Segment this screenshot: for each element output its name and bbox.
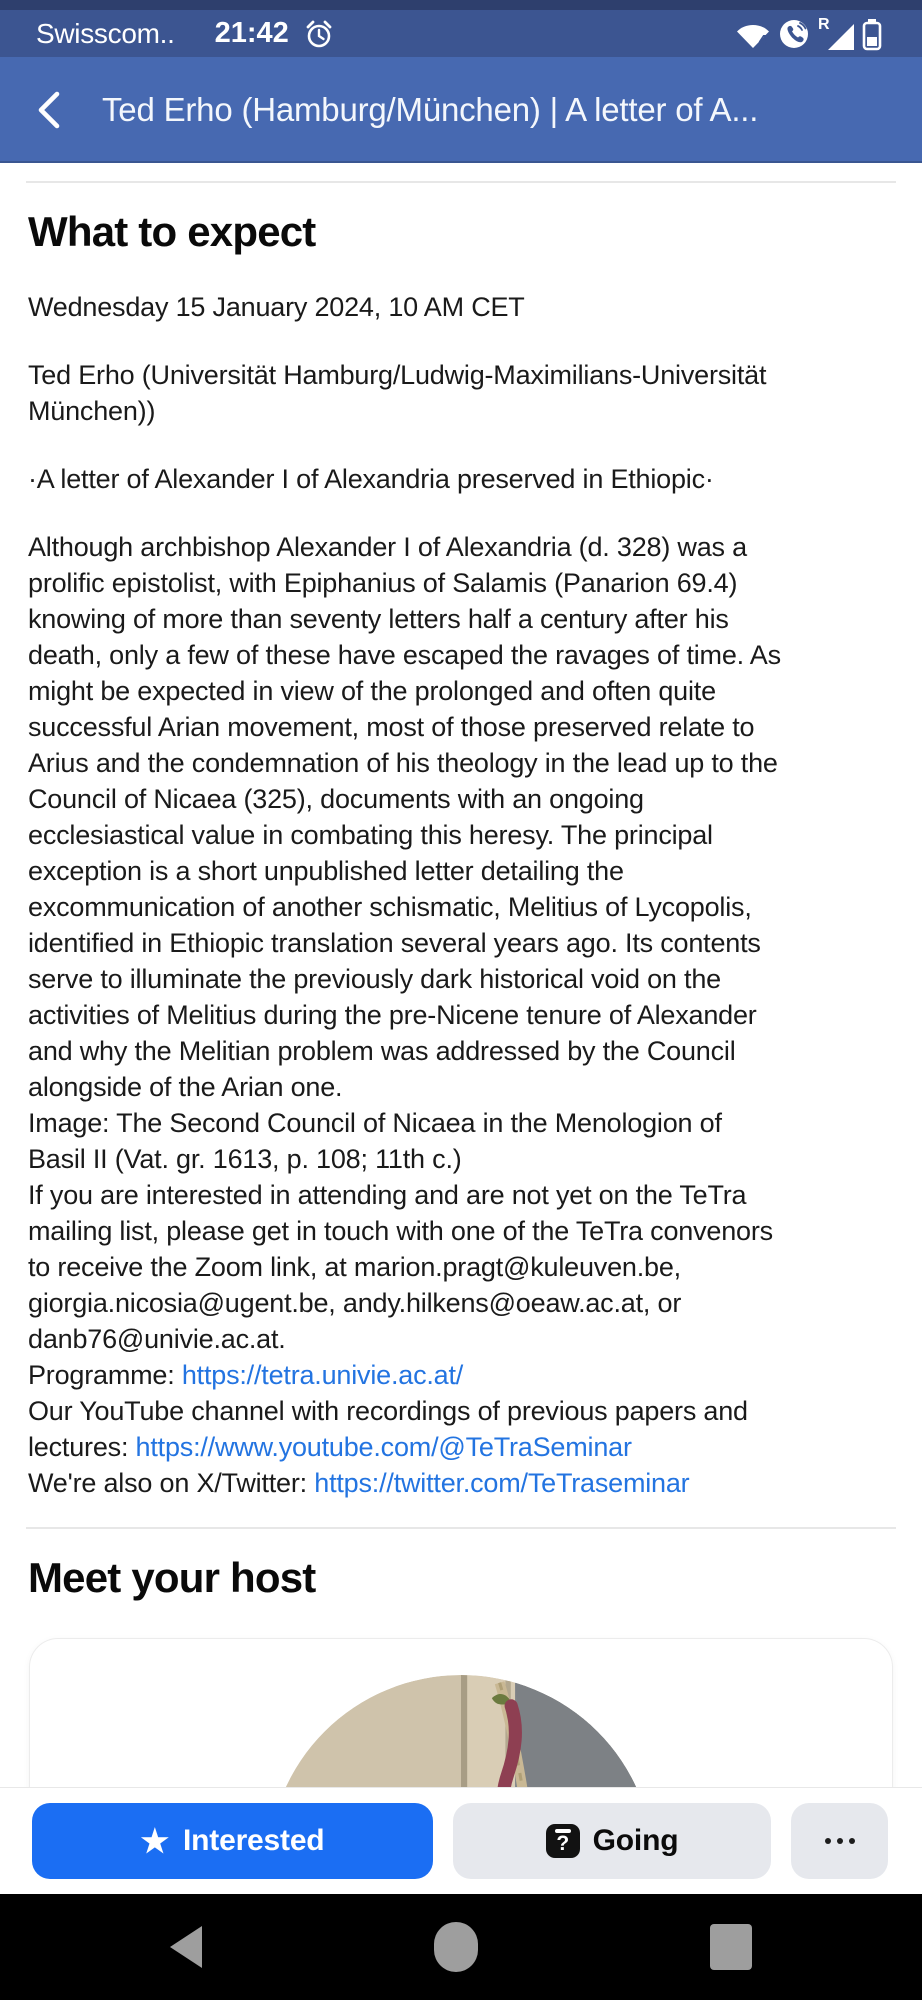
alarm-clock-icon bbox=[303, 18, 335, 50]
text-line bbox=[28, 889, 894, 925]
text-line bbox=[28, 1429, 894, 1465]
inline-link[interactable]: https://tetra.univie.ac.at/ bbox=[181, 1360, 464, 1390]
text-line bbox=[28, 565, 894, 601]
text-segment: Programme: bbox=[28, 1360, 182, 1390]
text-segment: Our YouTube channel with recordings of previous papers and bbox=[28, 1396, 748, 1426]
text-line bbox=[28, 529, 894, 565]
text-line bbox=[28, 1177, 894, 1213]
text-line bbox=[28, 961, 894, 997]
chevron-left-icon bbox=[31, 88, 67, 132]
paragraph bbox=[28, 461, 894, 497]
text-line bbox=[28, 1393, 894, 1429]
text-segment: successful Arian movement, most of those preserved relate to bbox=[28, 712, 755, 742]
text-line bbox=[28, 1249, 894, 1285]
divider bbox=[26, 181, 896, 183]
wifi-calling-icon bbox=[736, 19, 770, 49]
text-line bbox=[28, 1357, 894, 1393]
text-segment: mailing list, please get in touch with one of the TeTra convenors bbox=[28, 1216, 773, 1246]
text-line bbox=[28, 853, 894, 889]
interested-label: Interested bbox=[183, 1824, 325, 1857]
question-box-icon: ? bbox=[546, 1824, 580, 1858]
inline-link[interactable]: https://twitter.com/TeTraseminar bbox=[314, 1468, 690, 1498]
going-button[interactable] bbox=[453, 1803, 771, 1879]
text-line bbox=[28, 1465, 894, 1501]
text-segment: lectures: bbox=[28, 1432, 136, 1462]
roaming-label: R bbox=[818, 15, 830, 33]
text-segment: identified in Ethiopic translation several years ago. Its contents bbox=[28, 928, 761, 958]
paragraph bbox=[28, 357, 894, 429]
text-line bbox=[28, 601, 894, 637]
page-title: Ted Erho (Hamburg/München) | A letter of A... bbox=[102, 91, 759, 128]
text-segment: activities of Melitius during the pre-Nicene tenure of Alexander bbox=[28, 1000, 757, 1030]
text-segment: and why the Melitian problem was addressed by the Council bbox=[28, 1036, 736, 1066]
text-segment: serve to illuminate the previously dark historical void on the bbox=[28, 964, 721, 994]
paragraph bbox=[28, 529, 894, 1501]
event-action-bar bbox=[0, 1787, 922, 1894]
text-line bbox=[28, 461, 894, 497]
text-line bbox=[28, 393, 894, 429]
text-segment: If you are interested in attending and are not yet on the TeTra bbox=[28, 1180, 747, 1210]
text-line bbox=[28, 709, 894, 745]
nav-recents-icon[interactable] bbox=[710, 1924, 752, 1970]
text-segment: Arius and the condemnation of his theology in the lead up to the bbox=[28, 748, 778, 778]
text-line bbox=[28, 817, 894, 853]
vowifi-phone-icon bbox=[778, 18, 810, 50]
app-header bbox=[0, 57, 922, 163]
text-segment: excommunication of another schismatic, Melitius of Lycopolis, bbox=[28, 892, 752, 922]
inline-link[interactable]: https://www.youtube.com/@TeTraSeminar bbox=[135, 1432, 632, 1462]
paragraph bbox=[28, 289, 894, 325]
event-description bbox=[28, 289, 894, 1501]
text-segment: Although archbishop Alexander I of Alexandria (d. 328) was a bbox=[28, 532, 747, 562]
text-line bbox=[28, 1321, 894, 1357]
text-line bbox=[28, 289, 894, 325]
text-line bbox=[28, 1033, 894, 1069]
back-button[interactable] bbox=[14, 75, 84, 145]
text-segment: Basil II (Vat. gr. 1613, p. 108; 11th c.) bbox=[28, 1144, 462, 1174]
what-to-expect-heading: What to expect bbox=[28, 208, 316, 255]
text-line bbox=[28, 357, 894, 393]
text-segment: to receive the Zoom link, at marion.pragt@kuleuven.be, bbox=[28, 1252, 681, 1282]
text-segment: Wednesday 15 January 2024, 10 AM CET bbox=[28, 292, 525, 322]
text-line bbox=[28, 781, 894, 817]
text-segment: ecclesiastical value in combating this heresy. The principal bbox=[28, 820, 713, 850]
star-icon: ★ bbox=[140, 1823, 170, 1859]
ellipsis-icon bbox=[825, 1838, 855, 1844]
event-content bbox=[0, 163, 922, 1969]
more-options-button[interactable] bbox=[791, 1803, 888, 1879]
text-line bbox=[28, 637, 894, 673]
text-line bbox=[28, 1213, 894, 1249]
text-line bbox=[28, 745, 894, 781]
going-label: Going bbox=[592, 1824, 679, 1857]
text-segment: Ted Erho (Universität Hamburg/Ludwig-Maximilians-Universität bbox=[28, 360, 767, 390]
text-segment: ·A letter of Alexander I of Alexandria preserved in Ethiopic· bbox=[28, 464, 714, 494]
text-segment: alongside of the Arian one. bbox=[28, 1072, 343, 1102]
android-navigation-bar bbox=[0, 1894, 922, 2000]
carrier-label: Swisscom.. bbox=[36, 17, 175, 49]
text-segment: death, only a few of these have escaped the ravages of time. As bbox=[28, 640, 781, 670]
status-bar-top-strip bbox=[0, 0, 922, 10]
text-segment: München)) bbox=[28, 396, 156, 426]
text-segment: might be expected in view of the prolonged and often quite bbox=[28, 676, 716, 706]
text-line bbox=[28, 925, 894, 961]
nav-back-icon[interactable] bbox=[170, 1926, 202, 1968]
divider bbox=[26, 1527, 896, 1529]
text-segment: exception is a short unpublished letter detailing the bbox=[28, 856, 624, 886]
text-line bbox=[28, 673, 894, 709]
text-segment: prolific epistolist, with Epiphanius of Salamis (Panarion 69.4) bbox=[28, 568, 738, 598]
text-segment: knowing of more than seventy letters half a century after his bbox=[28, 604, 729, 634]
text-line bbox=[28, 1069, 894, 1105]
wifi-4-label: 4 bbox=[758, 31, 767, 49]
text-segment: danb76@univie.ac.at. bbox=[28, 1324, 286, 1354]
text-line bbox=[28, 1285, 894, 1321]
text-line bbox=[28, 997, 894, 1033]
status-bar bbox=[0, 0, 922, 57]
text-segment: Council of Nicaea (325), documents with an ongoing bbox=[28, 784, 644, 814]
text-line bbox=[28, 1105, 894, 1141]
text-segment: We're also on X/Twitter: bbox=[28, 1468, 315, 1498]
roaming-signal-icon bbox=[818, 15, 854, 50]
status-time: 21:42 bbox=[214, 17, 289, 49]
text-segment: giorgia.nicosia@ugent.be, andy.hilkens@oeaw.ac.at, or bbox=[28, 1288, 682, 1318]
text-line bbox=[28, 1141, 894, 1177]
battery-icon bbox=[862, 17, 882, 51]
nav-home-icon[interactable] bbox=[434, 1922, 478, 1972]
meet-your-host-heading: Meet your host bbox=[28, 1554, 316, 1601]
text-segment: Image: The Second Council of Nicaea in the Menologion of bbox=[28, 1108, 722, 1138]
interested-button[interactable] bbox=[32, 1803, 433, 1879]
